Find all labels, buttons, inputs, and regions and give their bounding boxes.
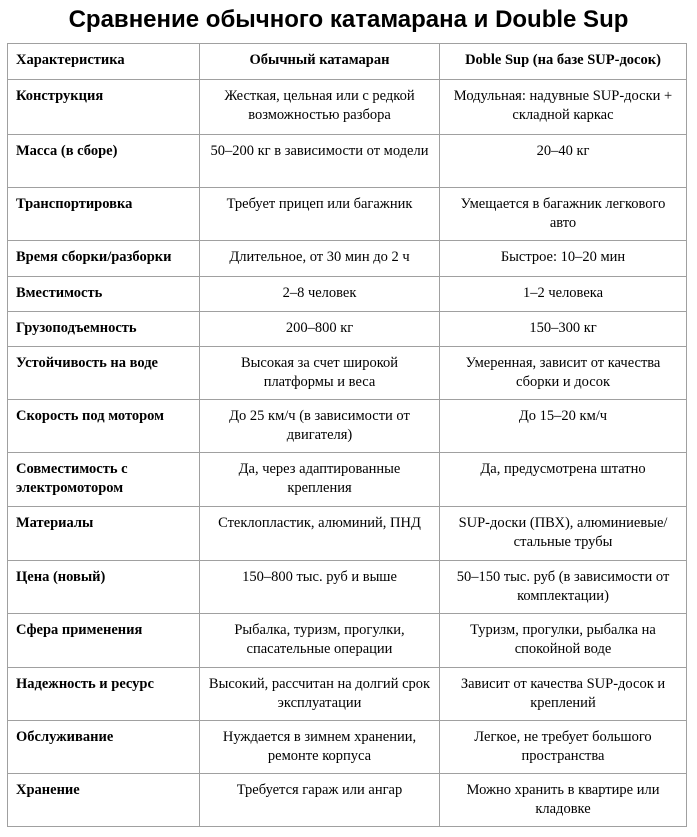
table-row: [8, 277, 687, 312]
row-catamaran-value: До 25 км/ч (в зависимости от двигателя): [200, 400, 440, 453]
row-feature: Скорость под мотором: [8, 400, 200, 453]
row-feature: Время сборки/разборки: [8, 241, 200, 277]
row-double-sup-value: Умеренная, зависит от качества сборки и досок: [440, 347, 687, 400]
row-feature: Грузоподъемность: [8, 312, 200, 347]
row-double-sup-value: Можно хранить в квартире или кладовке: [440, 774, 687, 827]
row-feature: Цена (новый): [8, 561, 200, 614]
column-header-catamaran: Обычный катамаран: [200, 44, 440, 80]
row-feature: Надежность и ресурс: [8, 668, 200, 721]
row-double-sup-value: Умещается в багажник легкового авто: [440, 188, 687, 241]
table-header-row: [8, 44, 687, 80]
row-feature: Обслуживание: [8, 721, 200, 774]
table-row: [8, 507, 687, 561]
row-catamaran-value: Длительное, от 30 мин до 2 ч: [200, 241, 440, 277]
row-catamaran-value: Нуждается в зимнем хранении, ремонте корпуса: [200, 721, 440, 774]
row-double-sup-value: Зависит от качества SUP-досок и креплений: [440, 668, 687, 721]
row-catamaran-value: Высокий, рассчитан на долгий срок эксплуатации: [200, 668, 440, 721]
table-row: [8, 561, 687, 614]
row-double-sup-value: 1–2 человека: [440, 277, 687, 312]
row-feature: Хранение: [8, 774, 200, 827]
table-row: [8, 453, 687, 507]
table-row: [8, 668, 687, 721]
row-catamaran-value: Высокая за счет широкой платформы и веса: [200, 347, 440, 400]
row-feature: Материалы: [8, 507, 200, 561]
page-title: Сравнение обычного катамарана и Double Sup: [68, 6, 629, 33]
column-header-double-sup: Doble Sup (на базе SUP-досок): [440, 44, 687, 80]
row-feature: Вместимость: [8, 277, 200, 312]
row-catamaran-value: 2–8 человек: [200, 277, 440, 312]
row-catamaran-value: Стеклопластик, алюминий, ПНД: [200, 507, 440, 561]
row-feature: Транспортировка: [8, 188, 200, 241]
row-catamaran-value: Жесткая, цельная или с редкой возможностью разбора: [200, 80, 440, 135]
row-catamaran-value: 200–800 кг: [200, 312, 440, 347]
row-catamaran-value: 50–200 кг в зависимости от модели: [200, 135, 440, 188]
row-double-sup-value: До 15–20 км/ч: [440, 400, 687, 453]
table-row: [8, 241, 687, 277]
table-row: [8, 614, 687, 668]
row-double-sup-value: Легкое, не требует большого пространства: [440, 721, 687, 774]
row-double-sup-value: Да, предусмотрена штатно: [440, 453, 687, 507]
row-catamaran-value: 150–800 тыс. руб и выше: [200, 561, 440, 614]
column-header-feature: Характеристика: [8, 44, 200, 80]
row-feature: Конструкция: [8, 80, 200, 135]
table-row: [8, 721, 687, 774]
table-row: [8, 400, 687, 453]
row-catamaran-value: Требуется гараж или ангар: [200, 774, 440, 827]
row-double-sup-value: Быстрое: 10–20 мин: [440, 241, 687, 277]
table-row: [8, 188, 687, 241]
row-double-sup-value: 50–150 тыс. руб (в зависимости от комплектации): [440, 561, 687, 614]
row-catamaran-value: Да, через адаптированные крепления: [200, 453, 440, 507]
table-row: [8, 135, 687, 188]
row-catamaran-value: Рыбалка, туризм, прогулки, спасательные операции: [200, 614, 440, 668]
row-double-sup-value: Модульная: надувные SUP-доски + складной каркас: [440, 80, 687, 135]
row-feature: Совместимость с электромотором: [8, 453, 200, 507]
comparison-table: [7, 43, 687, 827]
row-double-sup-value: 150–300 кг: [440, 312, 687, 347]
row-double-sup-value: Туризм, прогулки, рыбалка на спокойной воде: [440, 614, 687, 668]
table-row: [8, 80, 687, 135]
row-double-sup-value: SUP-доски (ПВХ), алюминиевые/стальные трубы: [440, 507, 687, 561]
table-row: [8, 347, 687, 400]
row-double-sup-value: 20–40 кг: [440, 135, 687, 188]
row-feature: Масса (в сборе): [8, 135, 200, 188]
table-row: [8, 312, 687, 347]
row-feature: Устойчивость на воде: [8, 347, 200, 400]
row-feature: Сфера применения: [8, 614, 200, 668]
table-row: [8, 774, 687, 827]
row-catamaran-value: Требует прицеп или багажник: [200, 188, 440, 241]
